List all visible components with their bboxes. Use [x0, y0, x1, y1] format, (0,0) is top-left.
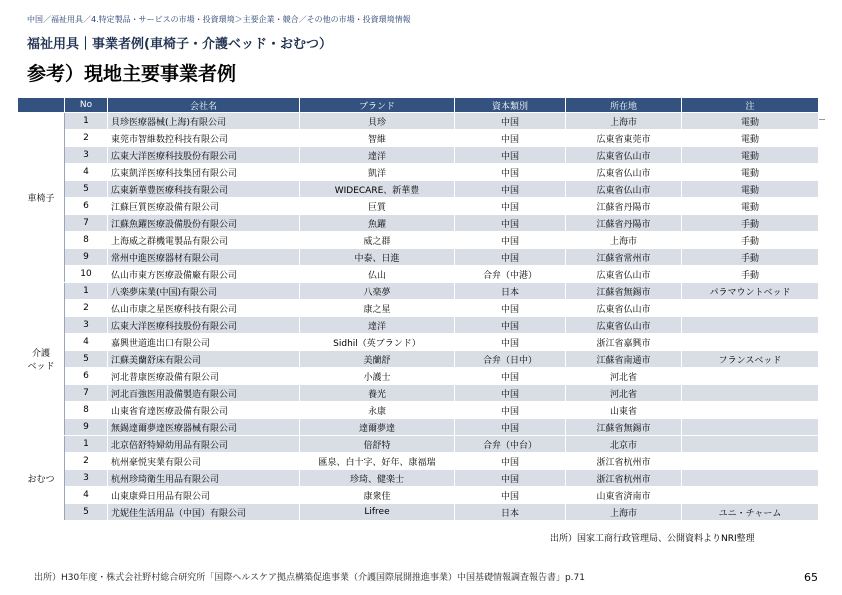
- cell-brand: 匯泉、白十字、好年、康福瑞: [300, 453, 455, 470]
- cell-no: 1: [65, 113, 108, 130]
- cell-brand: 康衆佳: [300, 487, 455, 504]
- cell-note: ユニ・チャーム: [682, 504, 819, 521]
- table-header-row: [18, 98, 819, 113]
- cell-capital: 中国: [455, 181, 566, 198]
- cell-no: 2: [65, 130, 108, 147]
- cell-capital: 中国: [455, 300, 566, 317]
- cell-capital: 中国: [455, 368, 566, 385]
- table-row: [18, 385, 819, 402]
- cell-company: 杭州豪悦実業有限公司: [108, 453, 300, 470]
- table-row: [18, 300, 819, 317]
- cell-capital: 中国: [455, 402, 566, 419]
- cell-company: 広東新華豊医療科技有限公司: [108, 181, 300, 198]
- cell-no: 5: [65, 351, 108, 368]
- header-company: 会社名: [108, 98, 300, 113]
- cell-capital: 中国: [455, 164, 566, 181]
- cell-location: 広東省仏山市: [566, 300, 682, 317]
- cell-note: 手動: [682, 215, 819, 232]
- cell-location: 上海市: [566, 232, 682, 249]
- table-row: [18, 317, 819, 334]
- cell-note: [682, 453, 819, 470]
- cell-brand: 達洋: [300, 147, 455, 164]
- cell-brand: Sidhil（英ブランド）: [300, 334, 455, 351]
- cell-location: 江蘇省無錫市: [566, 419, 682, 436]
- table-row: [18, 113, 819, 130]
- cell-location: 広東省仏山市: [566, 317, 682, 334]
- cell-company: 東莞市智維数控科技有限公司: [108, 130, 300, 147]
- cell-capital: 中国: [455, 198, 566, 215]
- cell-capital: 日本: [455, 283, 566, 300]
- cell-location: 浙江省杭州市: [566, 470, 682, 487]
- cell-company: 仏山市東方医療設備廠有限公司: [108, 266, 300, 283]
- cell-location: 北京市: [566, 436, 682, 453]
- cell-company: 広東大洋医療科技股份有限公司: [108, 317, 300, 334]
- table-row: [18, 419, 819, 436]
- cell-company: 江蘇巨質医療設備有限公司: [108, 198, 300, 215]
- cell-capital: 中国: [455, 487, 566, 504]
- cell-capital: 中国: [455, 470, 566, 487]
- cell-company: 尤妮佳生活用品（中国）有限公司: [108, 504, 300, 521]
- cell-no: 4: [65, 487, 108, 504]
- cell-location: 広東省仏山市: [566, 147, 682, 164]
- cell-brand: 巨質: [300, 198, 455, 215]
- cell-note: [682, 419, 819, 436]
- cell-note: [682, 487, 819, 504]
- cell-note: フランスベッド: [682, 351, 819, 368]
- table-row: [18, 198, 819, 215]
- cell-brand: Lifree: [300, 504, 455, 521]
- header-location: 所在地: [566, 98, 682, 113]
- cell-company: 北京倍舒特婦幼用品有限公司: [108, 436, 300, 453]
- cell-company: 広東凱洋医療科技集団有限公司: [108, 164, 300, 181]
- table-row: [18, 368, 819, 385]
- table-row: [18, 453, 819, 470]
- cell-no: 4: [65, 164, 108, 181]
- cell-note: 手動: [682, 249, 819, 266]
- cell-company: 山東康舜日用品有限公司: [108, 487, 300, 504]
- table-row: [18, 164, 819, 181]
- table-row: [18, 147, 819, 164]
- cell-no: 3: [65, 147, 108, 164]
- cell-no: 7: [65, 385, 108, 402]
- header-brand: ブランド: [300, 98, 455, 113]
- cell-brand: 貝珍: [300, 113, 455, 130]
- cell-location: 江蘇省常州市: [566, 249, 682, 266]
- cell-no: 9: [65, 419, 108, 436]
- cell-note: 電動: [682, 147, 819, 164]
- cell-company: 常州中進医療器材有限公司: [108, 249, 300, 266]
- cell-brand: 小護士: [300, 368, 455, 385]
- cell-location: 江蘇省無錫市: [566, 283, 682, 300]
- cell-no: 6: [65, 198, 108, 215]
- cell-capital: 中国: [455, 113, 566, 130]
- cell-capital: 中国: [455, 147, 566, 164]
- cell-capital: 中国: [455, 130, 566, 147]
- cell-brand: 康之星: [300, 300, 455, 317]
- cell-note: 電動: [682, 198, 819, 215]
- table-row: [18, 487, 819, 504]
- cell-note: [682, 436, 819, 453]
- table-row: [18, 504, 819, 521]
- cell-capital: 中国: [455, 232, 566, 249]
- header-note: 注: [682, 98, 819, 113]
- cell-note: 電動: [682, 113, 819, 130]
- cell-brand: WIDECARE、新華豊: [300, 181, 455, 198]
- cell-location: 江蘇省丹陽市: [566, 215, 682, 232]
- cell-location: 山東省済南市: [566, 487, 682, 504]
- cell-brand: 八楽夢: [300, 283, 455, 300]
- cell-location: 浙江省嘉興市: [566, 334, 682, 351]
- table-row: [18, 130, 819, 147]
- cell-capital: 中国: [455, 334, 566, 351]
- cell-company: 江蘇魚躍医療設備股份有限公司: [108, 215, 300, 232]
- cell-note: [682, 402, 819, 419]
- cell-company: 無錫達爾夢達医療器械有限公司: [108, 419, 300, 436]
- cell-brand: 凱洋: [300, 164, 455, 181]
- cell-capital: 中国: [455, 385, 566, 402]
- cell-capital: 日本: [455, 504, 566, 521]
- cell-no: 3: [65, 470, 108, 487]
- cell-note: 電動: [682, 181, 819, 198]
- company-table: [17, 97, 819, 521]
- cell-note: [682, 368, 819, 385]
- cell-no: 2: [65, 453, 108, 470]
- cell-location: 河北省: [566, 368, 682, 385]
- cell-company: 山東省育達医療設備有限公司: [108, 402, 300, 419]
- cell-capital: 中国: [455, 215, 566, 232]
- cell-company: 広東大洋医療科技股份有限公司: [108, 147, 300, 164]
- cell-location: 江蘇省丹陽市: [566, 198, 682, 215]
- cell-note: [682, 317, 819, 334]
- cell-brand: 中泰、日進: [300, 249, 455, 266]
- table-row: [18, 402, 819, 419]
- cell-company: 江蘇美蘭舒床有限公司: [108, 351, 300, 368]
- cell-note: [682, 470, 819, 487]
- cell-no: 1: [65, 283, 108, 300]
- cell-brand: 仏山: [300, 266, 455, 283]
- table-row: [18, 266, 819, 283]
- cell-company: 杭州珍琦衛生用品有限公司: [108, 470, 300, 487]
- cell-location: 上海市: [566, 504, 682, 521]
- cell-brand: 珍琦、健楽士: [300, 470, 455, 487]
- cell-no: 9: [65, 249, 108, 266]
- cell-note: 電動: [682, 130, 819, 147]
- cell-location: 江蘇省南通市: [566, 351, 682, 368]
- cell-brand: 達洋: [300, 317, 455, 334]
- page-subtitle: 福祉用具｜事業者例(車椅子・介護ベッド・おむつ）: [27, 37, 332, 52]
- table-row: [18, 334, 819, 351]
- table-row: [18, 249, 819, 266]
- cell-no: 10: [65, 266, 108, 283]
- edge-tick-mark: [819, 119, 825, 120]
- cell-capital: 中国: [455, 419, 566, 436]
- cell-note: [682, 300, 819, 317]
- breadcrumb: 中国／福祉用具／4.特定製品・サービスの市場・投資環境＞主要企業・競合／その他の市場・投資環境情報: [27, 15, 411, 24]
- cell-capital: 中国: [455, 453, 566, 470]
- cell-no: 4: [65, 334, 108, 351]
- cell-no: 5: [65, 504, 108, 521]
- table-row: [18, 283, 819, 300]
- cell-capital: 中国: [455, 249, 566, 266]
- cell-location: 広東省東莞市: [566, 130, 682, 147]
- cell-no: 3: [65, 317, 108, 334]
- page-title: 参考）現地主要事業者例: [27, 63, 237, 85]
- cell-company: 仏山市康之星医療科技有限公司: [108, 300, 300, 317]
- cell-location: 河北省: [566, 385, 682, 402]
- table-row: [18, 181, 819, 198]
- cell-no: 2: [65, 300, 108, 317]
- table-row: [18, 470, 819, 487]
- cell-company: 貝珍医療器械(上海)有限公司: [108, 113, 300, 130]
- cell-location: 浙江省杭州市: [566, 453, 682, 470]
- cell-note: 手動: [682, 232, 819, 249]
- cell-no: 1: [65, 436, 108, 453]
- cell-no: 8: [65, 402, 108, 419]
- header-category: [18, 98, 65, 113]
- cell-company: 河北百強医用設備製造有限公司: [108, 385, 300, 402]
- cell-company: 嘉興世道進出口有限公司: [108, 334, 300, 351]
- cell-note: [682, 334, 819, 351]
- cell-capital: 合弁（日中）: [455, 351, 566, 368]
- cell-company: 河北普康医療設備有限公司: [108, 368, 300, 385]
- cell-brand: 威之群: [300, 232, 455, 249]
- cell-capital: 合弁（中港）: [455, 266, 566, 283]
- cell-company: 上海威之群機電製品有限公司: [108, 232, 300, 249]
- cell-company: 八楽夢床業(中国)有限公司: [108, 283, 300, 300]
- cell-no: 7: [65, 215, 108, 232]
- cell-brand: 美蘭舒: [300, 351, 455, 368]
- cell-note: 手動: [682, 266, 819, 283]
- header-no: No: [65, 98, 108, 113]
- cell-location: 上海市: [566, 113, 682, 130]
- source-note: 出所）国家工商行政管理局、公開資料よりNRI整理: [550, 534, 755, 544]
- cell-brand: 永康: [300, 402, 455, 419]
- category-label: 車椅子: [18, 113, 65, 283]
- cell-no: 5: [65, 181, 108, 198]
- cell-capital: 中国: [455, 317, 566, 334]
- category-label: おむつ: [18, 436, 65, 521]
- cell-capital: 合弁（中台）: [455, 436, 566, 453]
- table-row: [18, 436, 819, 453]
- cell-note: パラマウントベッド: [682, 283, 819, 300]
- table-row: [18, 215, 819, 232]
- cell-location: 広東省仏山市: [566, 181, 682, 198]
- cell-brand: 倍舒特: [300, 436, 455, 453]
- cell-brand: 智維: [300, 130, 455, 147]
- cell-location: 広東省仏山市: [566, 266, 682, 283]
- page-number: 65: [804, 571, 818, 584]
- cell-no: 6: [65, 368, 108, 385]
- cell-note: 電動: [682, 164, 819, 181]
- footnote: 出所）H30年度・株式会社野村総合研究所「国際ヘルスケア拠点構築促進事業（介護国際展開推進事業）中国基礎情報調査報告書」p.71: [34, 573, 585, 583]
- table-row: [18, 232, 819, 249]
- category-label: 介護 ベッド: [18, 283, 65, 436]
- cell-no: 8: [65, 232, 108, 249]
- header-capital: 資本類別: [455, 98, 566, 113]
- cell-brand: 養光: [300, 385, 455, 402]
- cell-brand: 達爾夢達: [300, 419, 455, 436]
- cell-brand: 魚躍: [300, 215, 455, 232]
- cell-location: 山東省: [566, 402, 682, 419]
- table-row: [18, 351, 819, 368]
- cell-note: [682, 385, 819, 402]
- cell-location: 広東省仏山市: [566, 164, 682, 181]
